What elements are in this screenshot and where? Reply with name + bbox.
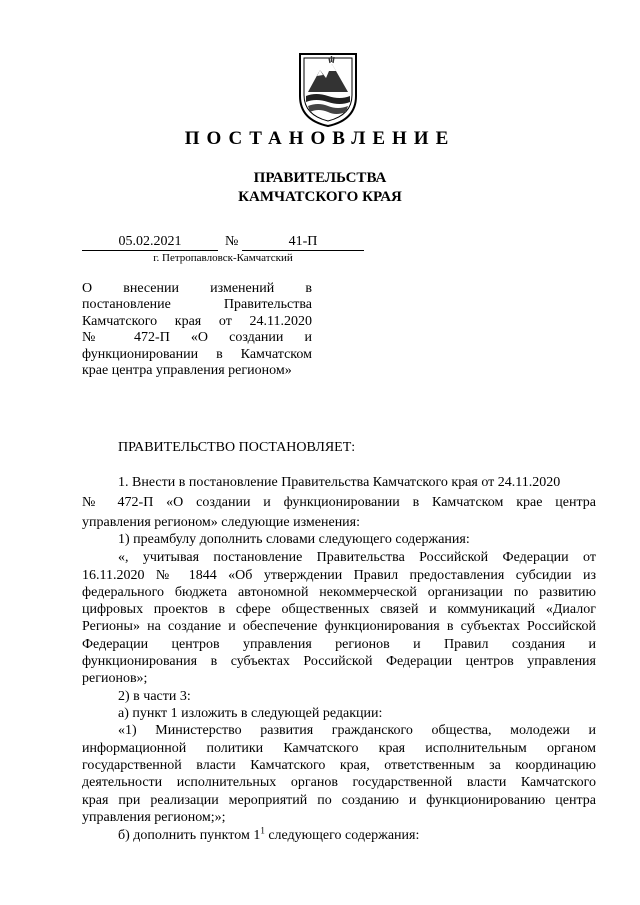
body-line-tail: следующего содержания: [264, 828, 420, 843]
body-line: «, учитывая постановление Правительства Российской Федерации от [118, 550, 596, 565]
body-line: 1. Внести в постановление Правительства Камчатского края от 24.11.2020 [118, 475, 561, 490]
body-line: 2) в части 3: [118, 689, 191, 704]
issuer-line-1: ПРАВИТЕЛЬСТВА [253, 170, 387, 186]
body-line: Федерации центров управления регионов и Правил создания и [82, 637, 596, 652]
subject-line: постановление Правительства [82, 297, 312, 313]
number-sign: № [225, 234, 239, 249]
body-line: федерального бюджета автономной некоммерческой организации по развитию [82, 585, 596, 600]
kamchatka-emblem [296, 50, 360, 128]
body-line: управления регионом;»; [82, 810, 226, 825]
issuer-line-2: КАМЧАТСКОГО КРАЯ [238, 189, 402, 205]
body-line: 1) преамбулу дополнить словами следующего содержания: [118, 532, 470, 547]
subject-line: функционировании в Камчатском [82, 346, 312, 362]
body-line: информационной политики Камчатского края исполнительным органом [82, 741, 596, 756]
body-line: 16.11.2020 № 1844 «Об утверждении Правил предоставления субсидии из [82, 568, 596, 583]
body-line: управления регионом» следующие изменения: [82, 515, 361, 530]
document-date: 05.02.2021 [82, 233, 218, 251]
body-line: деятельности исполнительных органов государственной власти Камчатского [82, 775, 596, 790]
subject-line: О внесении изменений в [82, 281, 312, 296]
decree-phrase: ПРАВИТЕЛЬСТВО ПОСТАНОВЛЯЕТ: [118, 440, 356, 455]
subject-line: № 472-П «О создании и [82, 330, 312, 346]
body-line: края при реализации мероприятий по созданию и функционированию центра [82, 793, 596, 808]
city-line: г. Петропавловск-Камчатский [153, 252, 293, 264]
document-subject [82, 281, 312, 379]
body-line: № 472-П «О создании и функционировании в Камчатском крае центра [82, 495, 596, 510]
body-line: цифровых проектов в сфере общественных связей и коммуникаций «Диалог [82, 602, 596, 617]
body-line: регионов»; [82, 671, 148, 686]
body-line: «1) Министерство развития гражданского общества, молодежи и [118, 723, 596, 738]
document-type-title: ПОСТАНОВЛЕНИЕ [184, 128, 456, 149]
superscript-1: 1 [260, 825, 265, 836]
body-line: функционирования в субъектах Российской Федерации центров управления [82, 654, 596, 669]
body-line: Регионы» на создание и обеспечение функционирования в субъектах Российской [82, 619, 596, 634]
subject-line: крае центра управления регионом» [82, 363, 292, 379]
body-line-text: б) дополнить пунктом 1 [118, 828, 261, 843]
subject-line: Камчатского края от 24.11.2020 [82, 313, 312, 329]
body-line-last [118, 825, 632, 844]
body-line: государственной власти Камчатского края, ответственным за координацию [82, 758, 596, 773]
document-number: 41-П [242, 233, 364, 251]
body-line: а) пункт 1 изложить в следующей редакции: [118, 706, 383, 721]
